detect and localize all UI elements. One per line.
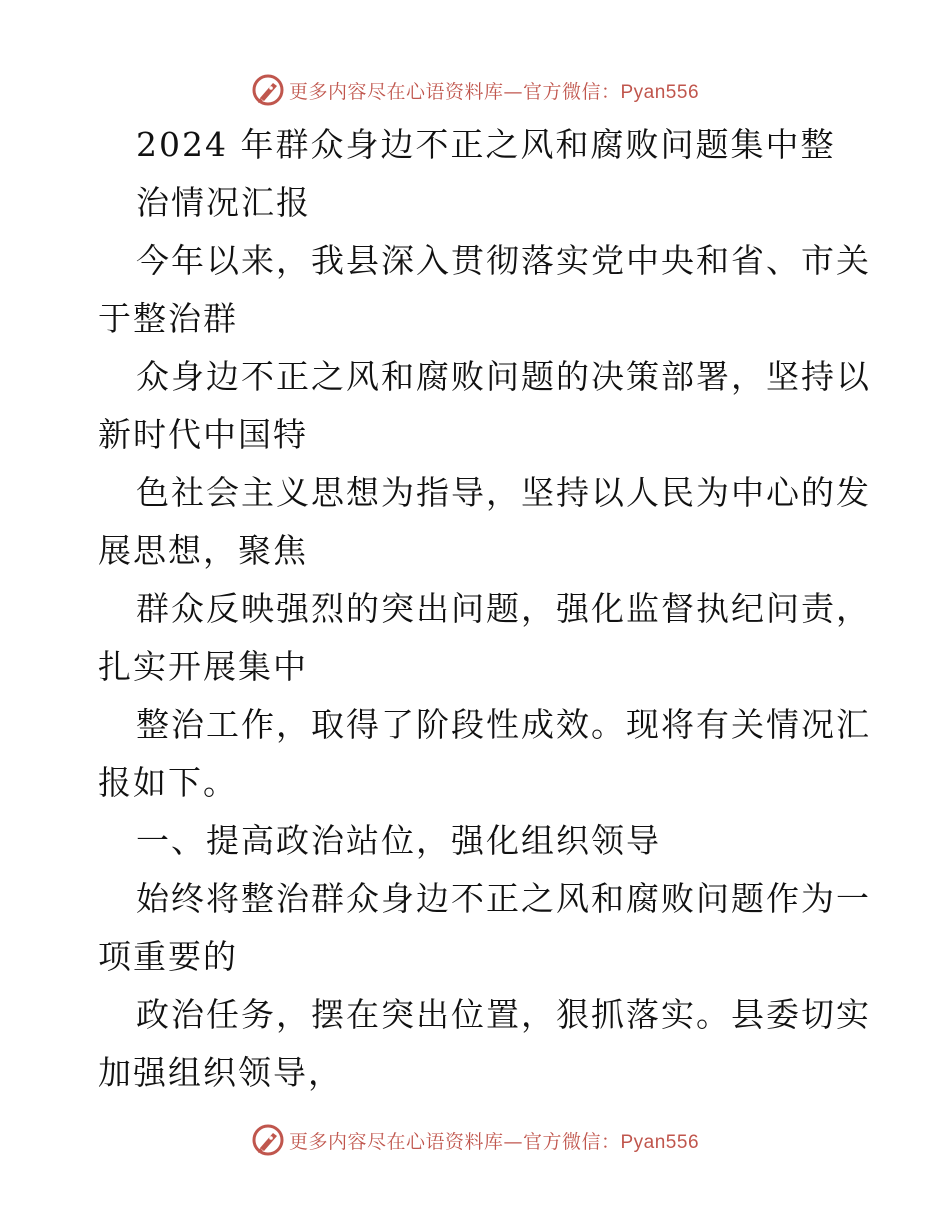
- document-line: 扎实开展集中: [98, 647, 308, 686]
- document-line: 始终将整治群众身边不正之风和腐败问题作为一: [136, 879, 871, 918]
- document-line: 于整治群: [98, 299, 238, 338]
- document-line: 整治工作，取得了阶段性成效。现将有关情况汇: [136, 705, 871, 744]
- pen-logo-icon: [251, 1123, 285, 1157]
- document-line: 新时代中国特: [98, 415, 308, 454]
- footer-wechat-id: Pyan556: [620, 1131, 700, 1153]
- header-banner: [0, 70, 950, 110]
- header-banner-text: [289, 77, 699, 104]
- document-line: 色社会主义思想为指导，坚持以人民为中心的发: [136, 473, 871, 512]
- footer-banner-text: [289, 1127, 699, 1154]
- document-title-line-2: 治情况汇报: [136, 183, 311, 222]
- header-banner-label: 更多内容尽在心语资料库—官方微信：: [288, 80, 621, 103]
- document-line: 众身边不正之风和腐败问题的决策部署，坚持以: [136, 357, 871, 396]
- document-line: 群众反映强烈的突出问题，强化监督执纪问责，: [136, 589, 871, 628]
- footer-banner-label: 更多内容尽在心语资料库—官方微信：: [288, 1130, 621, 1153]
- document-line: 项重要的: [98, 937, 238, 976]
- pen-logo-icon: [251, 73, 285, 107]
- document-paragraphs: [98, 232, 871, 1102]
- footer-banner: [0, 1120, 950, 1160]
- document-line: 报如下。: [98, 763, 238, 802]
- document-line: 展思想，聚焦: [98, 531, 308, 570]
- document-body: [98, 116, 871, 1102]
- header-wechat-id: Pyan556: [620, 81, 700, 103]
- document-line: 政治任务，摆在突出位置，狠抓落实。县委切实: [136, 995, 871, 1034]
- document-line: 加强组织领导，: [98, 1053, 343, 1092]
- document-line: 今年以来，我县深入贯彻落实党中央和省、市关: [136, 241, 871, 280]
- document-title-line-1: 2024 年群众身边不正之风和腐败问题集中整: [136, 125, 836, 164]
- document-line: 一、提高政治站位，强化组织领导: [136, 821, 661, 860]
